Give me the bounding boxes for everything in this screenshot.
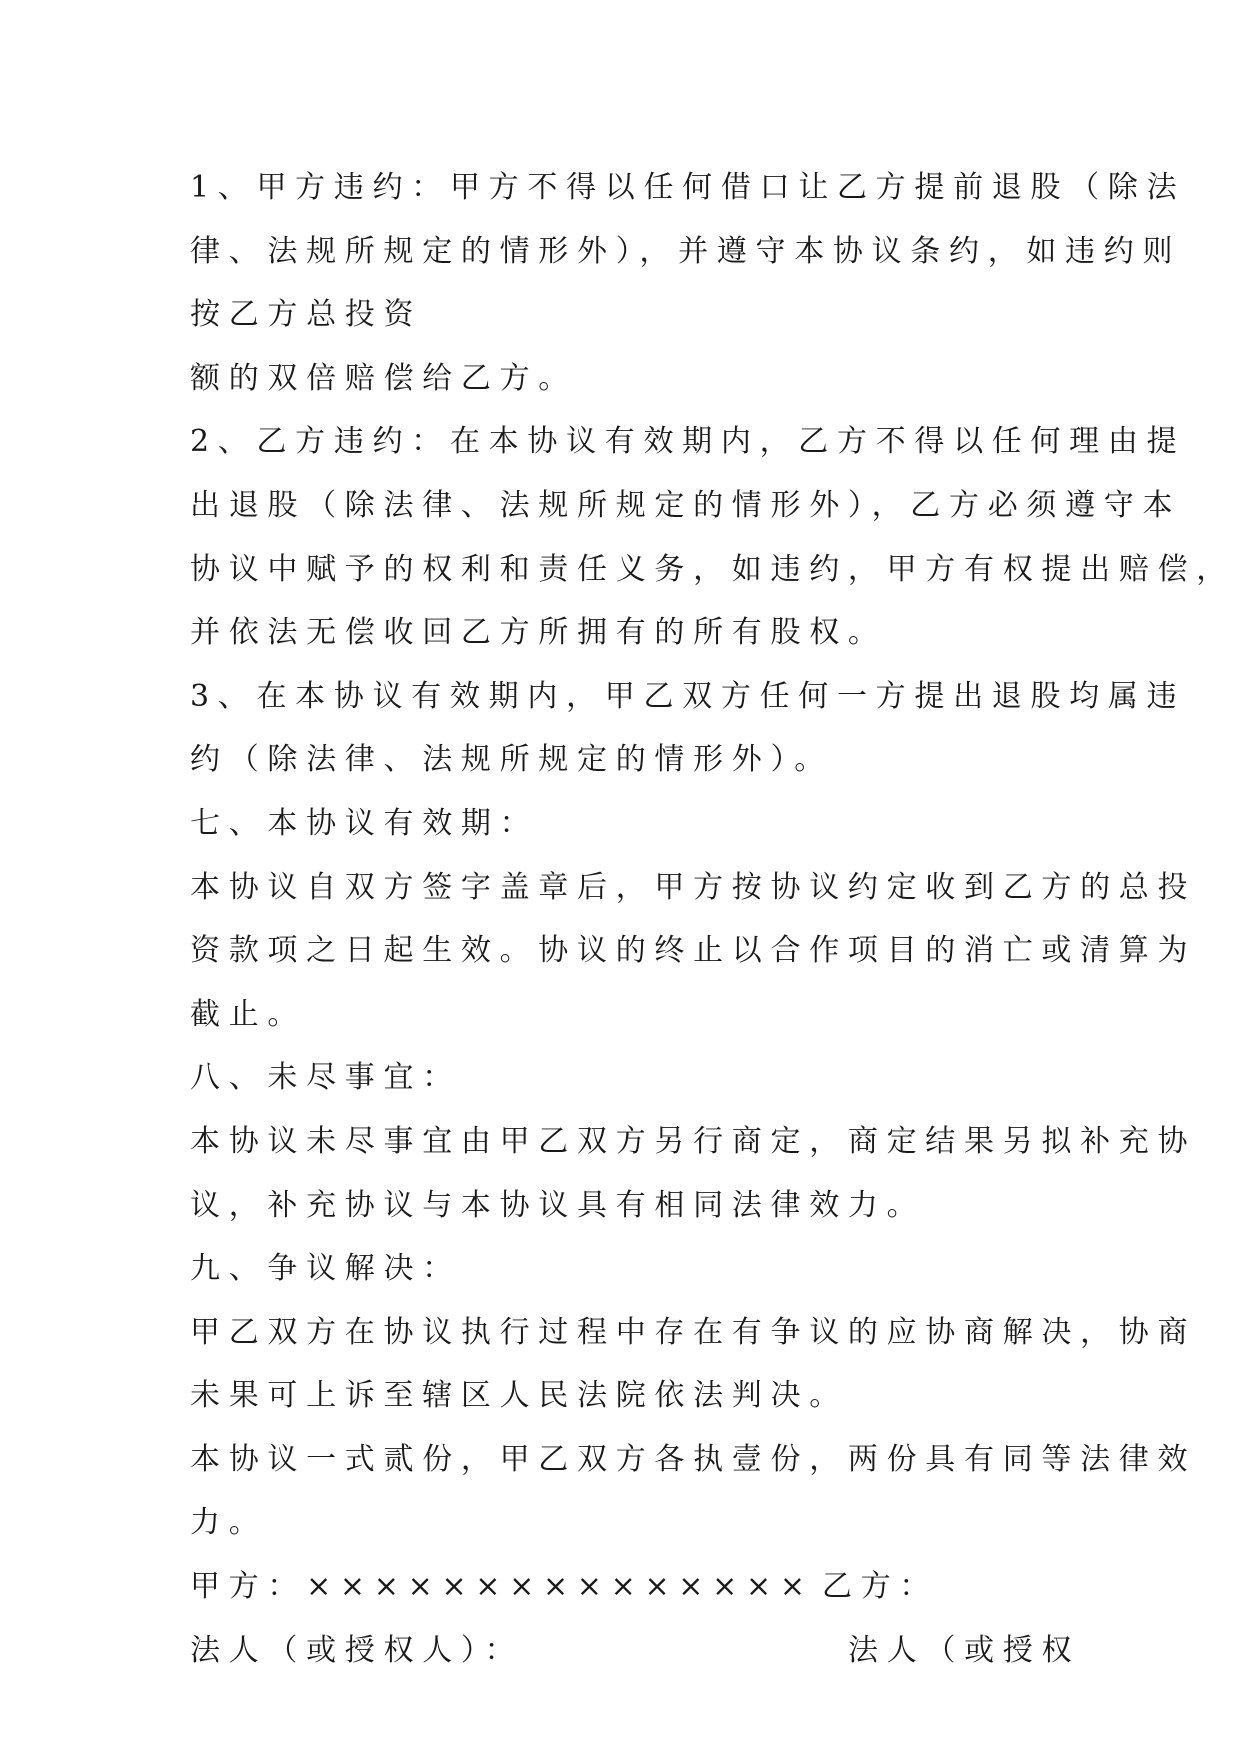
copies-line-1: 本协议一式贰份，甲乙双方各执壹份，两份具有同等法律效: [190, 1441, 1197, 1477]
party-b-label: 乙方：: [822, 1569, 939, 1605]
party-a-label: 甲方：×××××××××××××××: [190, 1569, 814, 1605]
clause-1-line-1: 1、甲方违约：甲方不得以任何借口让乙方提前退股（除法: [190, 170, 1186, 205]
clause-2-line-2: 出退股（除法律、法规所规定的情形外），乙方必须遵守本: [190, 487, 1182, 523]
clause-1-line-3: 按乙方总投资: [190, 297, 423, 333]
clause-2-line-1: 2、乙方违约：在本协议有效期内，乙方不得以任何理由提: [190, 424, 1186, 460]
legal-rep-b-label: 法人（或授权: [848, 1632, 1081, 1668]
clause-3-line-1: 3、在本协议有效期内，甲乙双方任何一方提出退股均属违: [190, 678, 1186, 714]
clause-1-line-2: 律、法规所规定的情形外），并遵守本协议条约，如违约则: [190, 233, 1182, 269]
section-7-line-3: 截止。: [190, 996, 307, 1032]
section-8-line-2: 议，补充协议与本协议具有相同法律效力。: [190, 1187, 926, 1223]
legal-rep-a-label: 法人（或授权人）：: [190, 1632, 524, 1668]
clause-2-line-3: 协议中赋予的权利和责任义务，如违约，甲方有权提出赔偿，: [190, 551, 1235, 587]
clause-3-line-2: 约（除法律、法规所规定的情形外）。: [190, 742, 833, 778]
copies-line-2: 力。: [190, 1505, 268, 1541]
signature-rep-row: [190, 1619, 1081, 1683]
section-9-heading: 九、争议解决：: [190, 1251, 461, 1287]
section-8-line-1: 本协议未尽事宜由甲乙双方另行商定，商定结果另拟补充协: [190, 1123, 1197, 1159]
signature-party-row: [190, 1555, 1050, 1619]
section-7-heading: 七、本协议有效期：: [190, 805, 539, 841]
section-7-line-1: 本协议自双方签字盖章后，甲方按协议约定收到乙方的总投: [190, 869, 1197, 905]
clause-1-line-4: 额的双倍赔偿给乙方。: [190, 360, 577, 396]
section-7-line-2: 资款项之日起生效。协议的终止以合作项目的消亡或清算为: [190, 933, 1197, 969]
clause-2-line-4: 并依法无偿收回乙方所拥有的所有股权。: [190, 615, 887, 651]
section-9-line-1: 甲乙双方在协议执行过程中存在有争议的应协商解决，协商: [190, 1314, 1197, 1350]
section-8-heading: 八、未尽事宜：: [190, 1060, 461, 1096]
section-9-line-2: 未果可上诉至辖区人民法院依法判决。: [190, 1378, 848, 1414]
document-page: [190, 156, 1235, 1682]
